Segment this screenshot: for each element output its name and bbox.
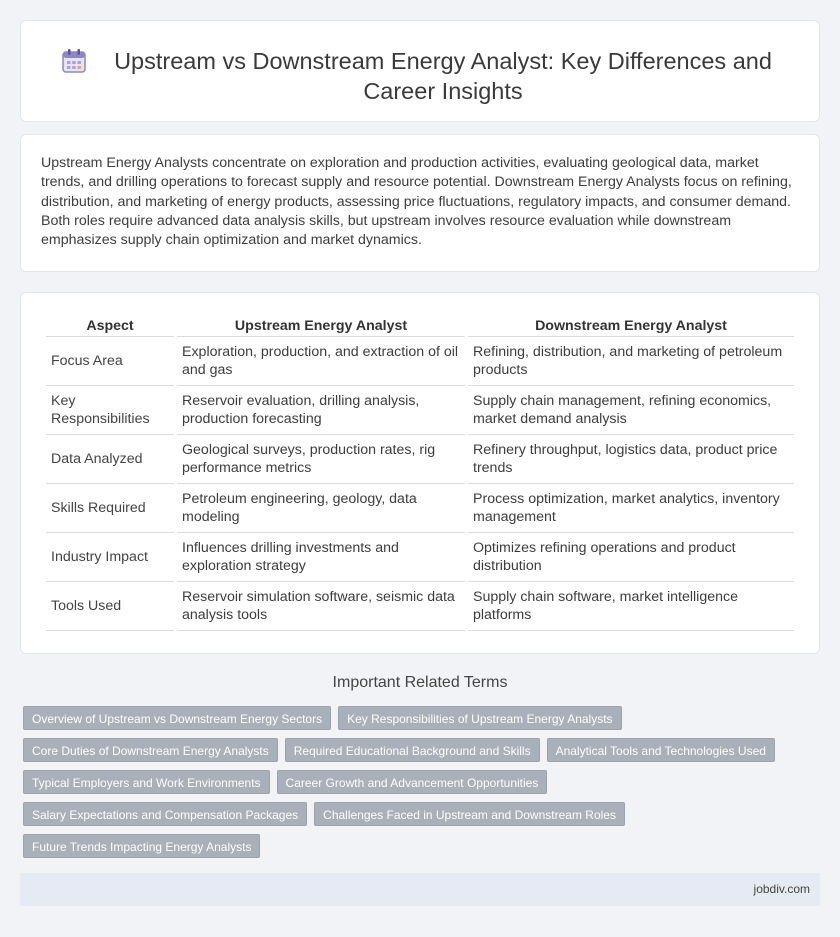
table-header-row	[46, 313, 794, 337]
table-row	[46, 582, 794, 631]
table-row	[46, 533, 794, 582]
header-aspect: Aspect	[46, 313, 174, 337]
header-upstream: Upstream Energy Analyst	[177, 313, 465, 337]
comparison-table-card	[20, 292, 820, 654]
row-upstream: Reservoir simulation software, seismic data analysis tools	[177, 582, 465, 631]
calendar-icon	[61, 48, 87, 74]
row-downstream: Refining, distribution, and marketing of petroleum products	[468, 337, 794, 386]
header-card	[20, 20, 820, 122]
row-aspect: Tools Used	[46, 582, 174, 631]
intro-paragraph: Upstream Energy Analysts concentrate on exploration and production activities, evaluating geological data, market trends, and drilling operations to forecast supply and resource potential. Downstream Energy Analysts focus on refining, distribution, and marketing of energy products, assessing price fluctuations, regulatory impacts, and consumer demand. Both roles require advanced data analysis skills, but upstream involves resource evaluation while downstream emphasizes supply chain optimization and market dynamics.	[41, 155, 792, 249]
row-upstream: Influences drilling investments and exploration strategy	[177, 533, 465, 582]
related-term-tag[interactable]: Typical Employers and Work Environments	[23, 770, 270, 794]
related-term-tag[interactable]: Career Growth and Advancement Opportunities	[277, 770, 548, 794]
related-term-tag[interactable]: Required Educational Background and Skills	[285, 738, 540, 762]
related-terms-list	[23, 706, 803, 866]
page-title: Upstream vs Downstream Energy Analyst: Key Differences and Career Insights	[114, 48, 772, 104]
row-downstream: Supply chain management, refining economics, market demand analysis	[468, 386, 794, 435]
related-term-tag[interactable]: Future Trends Impacting Energy Analysts	[23, 834, 260, 858]
row-upstream: Petroleum engineering, geology, data modeling	[177, 484, 465, 533]
table-row	[46, 337, 794, 386]
row-aspect: Industry Impact	[46, 533, 174, 582]
row-downstream: Optimizes refining operations and product distribution	[468, 533, 794, 582]
related-terms-title: Important Related Terms	[332, 674, 508, 691]
row-aspect: Key Responsibilities	[46, 386, 174, 435]
row-aspect: Skills Required	[46, 484, 174, 533]
table-row	[46, 484, 794, 533]
footer	[20, 873, 820, 906]
row-aspect: Data Analyzed	[46, 435, 174, 484]
row-aspect: Focus Area	[46, 337, 174, 386]
table-row	[46, 435, 794, 484]
intro-card	[20, 134, 820, 272]
row-downstream: Process optimization, market analytics, inventory management	[468, 484, 794, 533]
row-upstream: Reservoir evaluation, drilling analysis, production forecasting	[177, 386, 465, 435]
table-row	[46, 386, 794, 435]
row-upstream: Geological surveys, production rates, rig performance metrics	[177, 435, 465, 484]
header-downstream: Downstream Energy Analyst	[468, 313, 794, 337]
related-term-tag[interactable]: Analytical Tools and Technologies Used	[547, 738, 775, 762]
related-term-tag[interactable]: Overview of Upstream vs Downstream Energy Sectors	[23, 706, 331, 730]
related-term-tag[interactable]: Core Duties of Downstream Energy Analysts	[23, 738, 278, 762]
footer-site-link[interactable]: jobdiv.com	[753, 882, 810, 896]
row-downstream: Refinery throughput, logistics data, product price trends	[468, 435, 794, 484]
related-term-tag[interactable]: Salary Expectations and Compensation Packages	[23, 802, 307, 826]
row-downstream: Supply chain software, market intelligence platforms	[468, 582, 794, 631]
related-term-tag[interactable]: Challenges Faced in Upstream and Downstream Roles	[314, 802, 625, 826]
related-term-tag[interactable]: Key Responsibilities of Upstream Energy Analysts	[338, 706, 621, 730]
row-upstream: Exploration, production, and extraction of oil and gas	[177, 337, 465, 386]
comparison-table	[43, 313, 797, 631]
